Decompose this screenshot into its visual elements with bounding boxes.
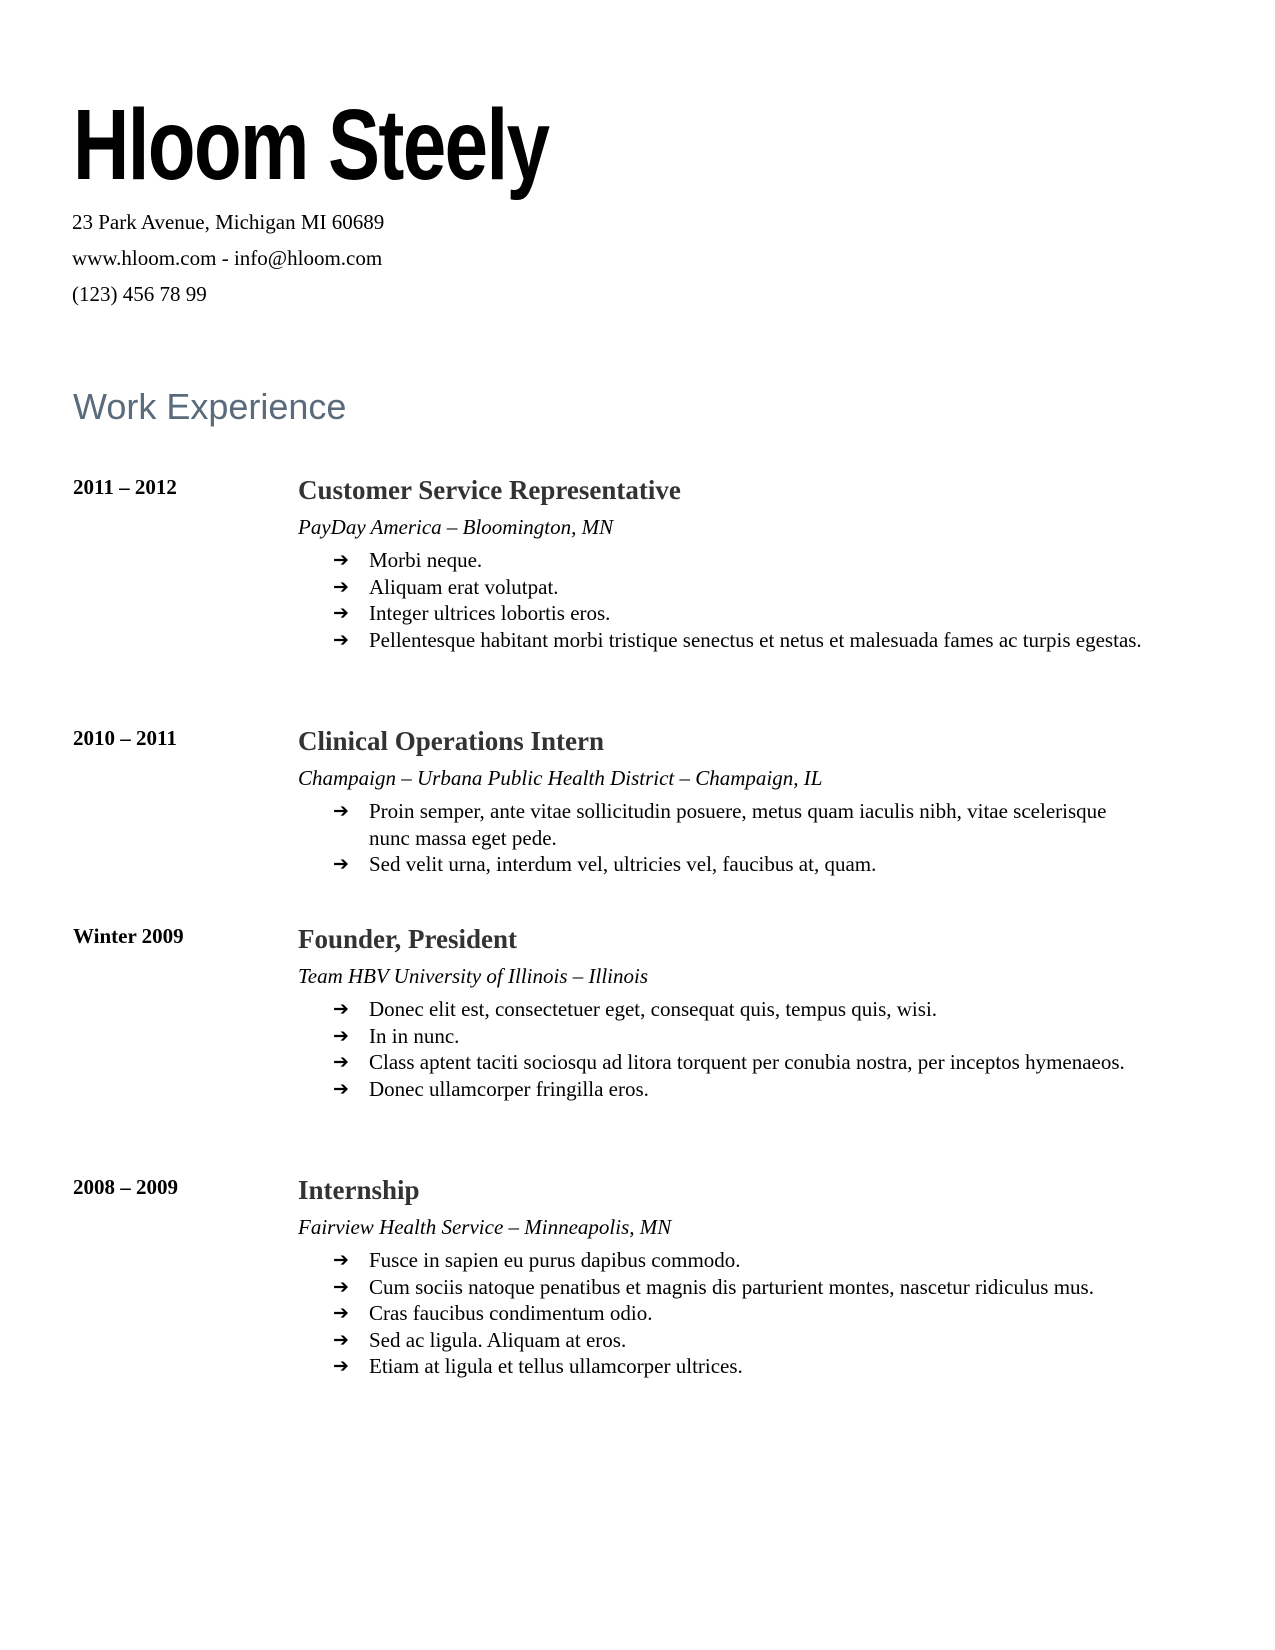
right-arrow-icon: ➔: [333, 1275, 349, 1298]
job-bullet-list: [333, 798, 1143, 878]
job-bullet: [333, 627, 1143, 654]
right-arrow-icon: ➔: [333, 549, 349, 571]
job-bullet-text: Donec ullamcorper fringilla eros.: [369, 1076, 649, 1101]
right-arrow-icon: ➔: [333, 1249, 349, 1271]
job-title: Internship: [298, 1175, 420, 1205]
job-dates: 2011 – 2012: [73, 475, 177, 499]
job-bullet-text: Cras faucibus condimentum odio.: [369, 1301, 653, 1325]
job-bullet-text: Integer ultrices lobortis eros.: [369, 601, 611, 625]
job-bullet: [333, 547, 1143, 574]
web-email-line: www.hloom.com - info@hloom.com: [72, 246, 383, 270]
job-bullet: [333, 1300, 1143, 1327]
right-arrow-icon: ➔: [333, 1077, 349, 1100]
right-arrow-icon: ➔: [333, 1024, 349, 1047]
job-bullet-text: In in nunc.: [369, 1023, 460, 1048]
job-bullet-text: Etiam at ligula et tellus ullamcorper ultrices.: [369, 1354, 743, 1378]
job-bullet: [333, 600, 1143, 627]
job-dates: Winter 2009: [73, 924, 184, 948]
right-arrow-icon: ➔: [333, 628, 349, 651]
job-bullet: [333, 1327, 1143, 1354]
job-title: Customer Service Representative: [298, 475, 681, 505]
job-bullet-text: Cum sociis natoque penatibus et magnis dis parturient montes, nascetur ridiculus mus.: [369, 1274, 1094, 1299]
job-bullet: [333, 851, 1143, 878]
job-bullet-list: [333, 547, 1143, 653]
section-title-work-experience: Work Experience: [73, 386, 347, 427]
job-title: Founder, President: [298, 924, 518, 954]
job-bullet: [333, 574, 1143, 601]
job-dates: 2008 – 2009: [73, 1175, 178, 1199]
job-title: Clinical Operations Intern: [298, 726, 605, 756]
job-company: Champaign – Urbana Public Health District – Champaign, IL: [298, 766, 823, 790]
right-arrow-icon: ➔: [333, 1302, 349, 1324]
right-arrow-icon: ➔: [333, 800, 349, 822]
job-bullet-text: Class aptent taciti sociosqu ad litora torquent per conubia nostra, per inceptos hymenaeos.: [369, 1050, 1125, 1074]
job-bullet: [333, 1274, 1143, 1301]
job-bullet-text: Sed velit urna, interdum vel, ultricies vel, faucibus at, quam.: [369, 852, 877, 876]
right-arrow-icon: ➔: [333, 602, 349, 624]
job-bullet-list: [333, 1247, 1143, 1380]
right-arrow-icon: ➔: [333, 1355, 349, 1377]
right-arrow-icon: ➔: [333, 998, 349, 1020]
job-bullet-text: Fusce in sapien eu purus dapibus commodo.: [369, 1248, 741, 1272]
right-arrow-icon: ➔: [333, 575, 349, 598]
job-company: Team HBV University of Illinois – Illinois: [298, 964, 648, 988]
job-dates: 2010 – 2011: [73, 726, 177, 750]
job-bullet: [333, 1247, 1143, 1274]
job-bullet-text: Proin semper, ante vitae sollicitudin posuere, metus quam iaculis nibh, vitae scelerisque nunc massa eget pede.: [369, 799, 1107, 850]
job-company: PayDay America – Bloomington, MN: [298, 515, 614, 539]
job-bullet: [333, 798, 1143, 851]
job-bullet-list: [333, 996, 1143, 1102]
job-bullet-text: Aliquam erat volutpat.: [369, 574, 559, 599]
right-arrow-icon: ➔: [333, 853, 349, 875]
job-bullet: [333, 1353, 1143, 1380]
right-arrow-icon: ➔: [333, 1051, 349, 1073]
job-bullet: [333, 996, 1143, 1023]
job-bullet-text: Donec elit est, consectetuer eget, consequat quis, tempus quis, wisi.: [369, 997, 938, 1021]
phone-line: (123) 456 78 99: [72, 282, 207, 306]
job-bullet-text: Morbi neque.: [369, 548, 483, 572]
job-bullet-text: Sed ac ligula. Aliquam at eros.: [369, 1327, 627, 1352]
job-bullet: [333, 1049, 1143, 1076]
right-arrow-icon: ➔: [333, 1328, 349, 1351]
job-bullet-text: Pellentesque habitant morbi tristique senectus et netus et malesuada fames ac turpis egestas.: [369, 627, 1142, 652]
contact-block: [72, 204, 384, 312]
resume-name: Hloom Steely: [73, 89, 549, 201]
address-line: 23 Park Avenue, Michigan MI 60689: [72, 210, 385, 234]
job-company: Fairview Health Service – Minneapolis, MN: [298, 1215, 672, 1239]
job-bullet: [333, 1023, 1143, 1050]
job-bullet: [333, 1076, 1143, 1103]
